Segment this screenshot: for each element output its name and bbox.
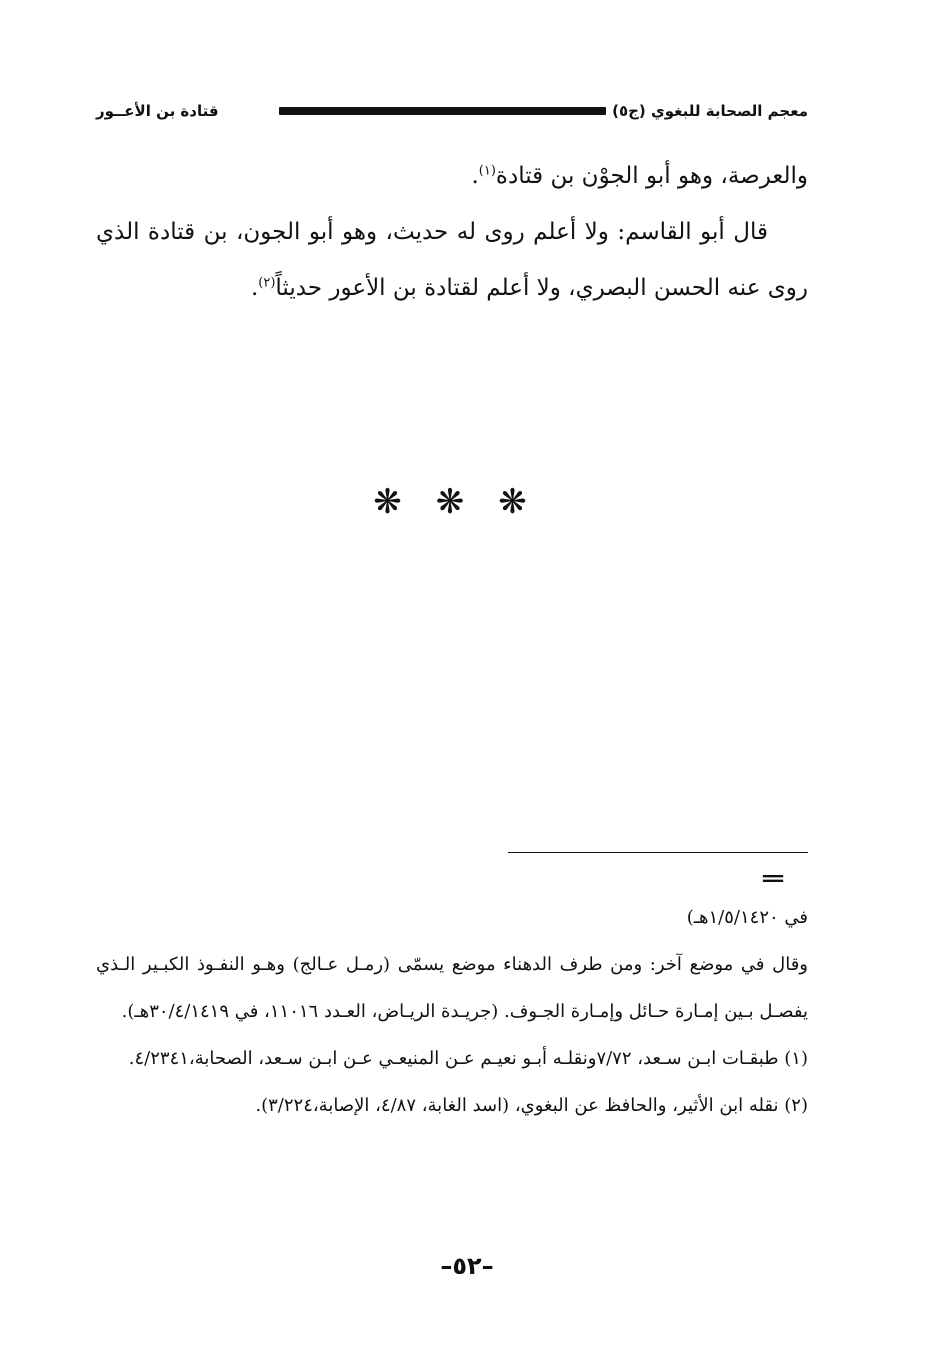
footnote-separator [508,852,808,853]
asterism-icon: ❋ [498,482,561,522]
text-paragraph-2: قال أبو القاسم: ولا أعلم روى له حديث، وهو أبو الجون، بن قتادة الذي روى عنه الحسن البصري، ولا أعلم لقتادة بن الأعور حديثاً$^{(٢)}$. [96,219,808,301]
text-line-1: والعرصة، وهو أبو الجوْن بن قتادة$^{(١)}$. [471,163,808,189]
chapter-title: قتادة بن الأعــور [96,102,219,120]
asterism-icon: ❋ [435,482,499,522]
footnote-continuation-marker: == [762,866,783,890]
footnote-2: (٢) نقله ابن الأثير، والحافظ عن البغوي، (اسد الغابة، ٤/٨٧، الإصابة،٣/٢٢٤). [255,1095,808,1116]
footnote-ref-1: (١) [478,163,496,179]
main-text [96,148,808,316]
asterism-icon: ❋ [373,482,436,522]
section-divider-ornaments [0,482,934,522]
page-number: –٥٢– [440,1252,494,1280]
book-title: معجم الصحابة للبغوي (ج٥) [612,102,808,120]
footnotes [96,894,808,1129]
footnote-date-line: في ١/٥/١٤٢٠هـ) [686,907,808,928]
footnote-ref-2: (٢) [258,275,276,291]
footnote-continued: وقال في موضع آخر: ومن طرف الدهناء موضع يسمّى (رمـل عـالج) وهـو النفـوذ الكبـير الـذي يفصـل بـين إمـارة حـائل وإمـارة الجـوف. (جريـدة الريـاض، العـدد ١١٠١٦، في ٣٠/٤/١٤١٩هـ). [96,954,808,1022]
footnote-1: (١) طبقـات ابـن سـعد، ٧/٧٢ونقلـه أبـو نعيـم عـن المنيعـي عـن ابـن سـعد، الصحابة،٤/٢٣٤١. [128,1048,808,1069]
running-header [96,96,808,126]
header-rule [279,107,607,115]
